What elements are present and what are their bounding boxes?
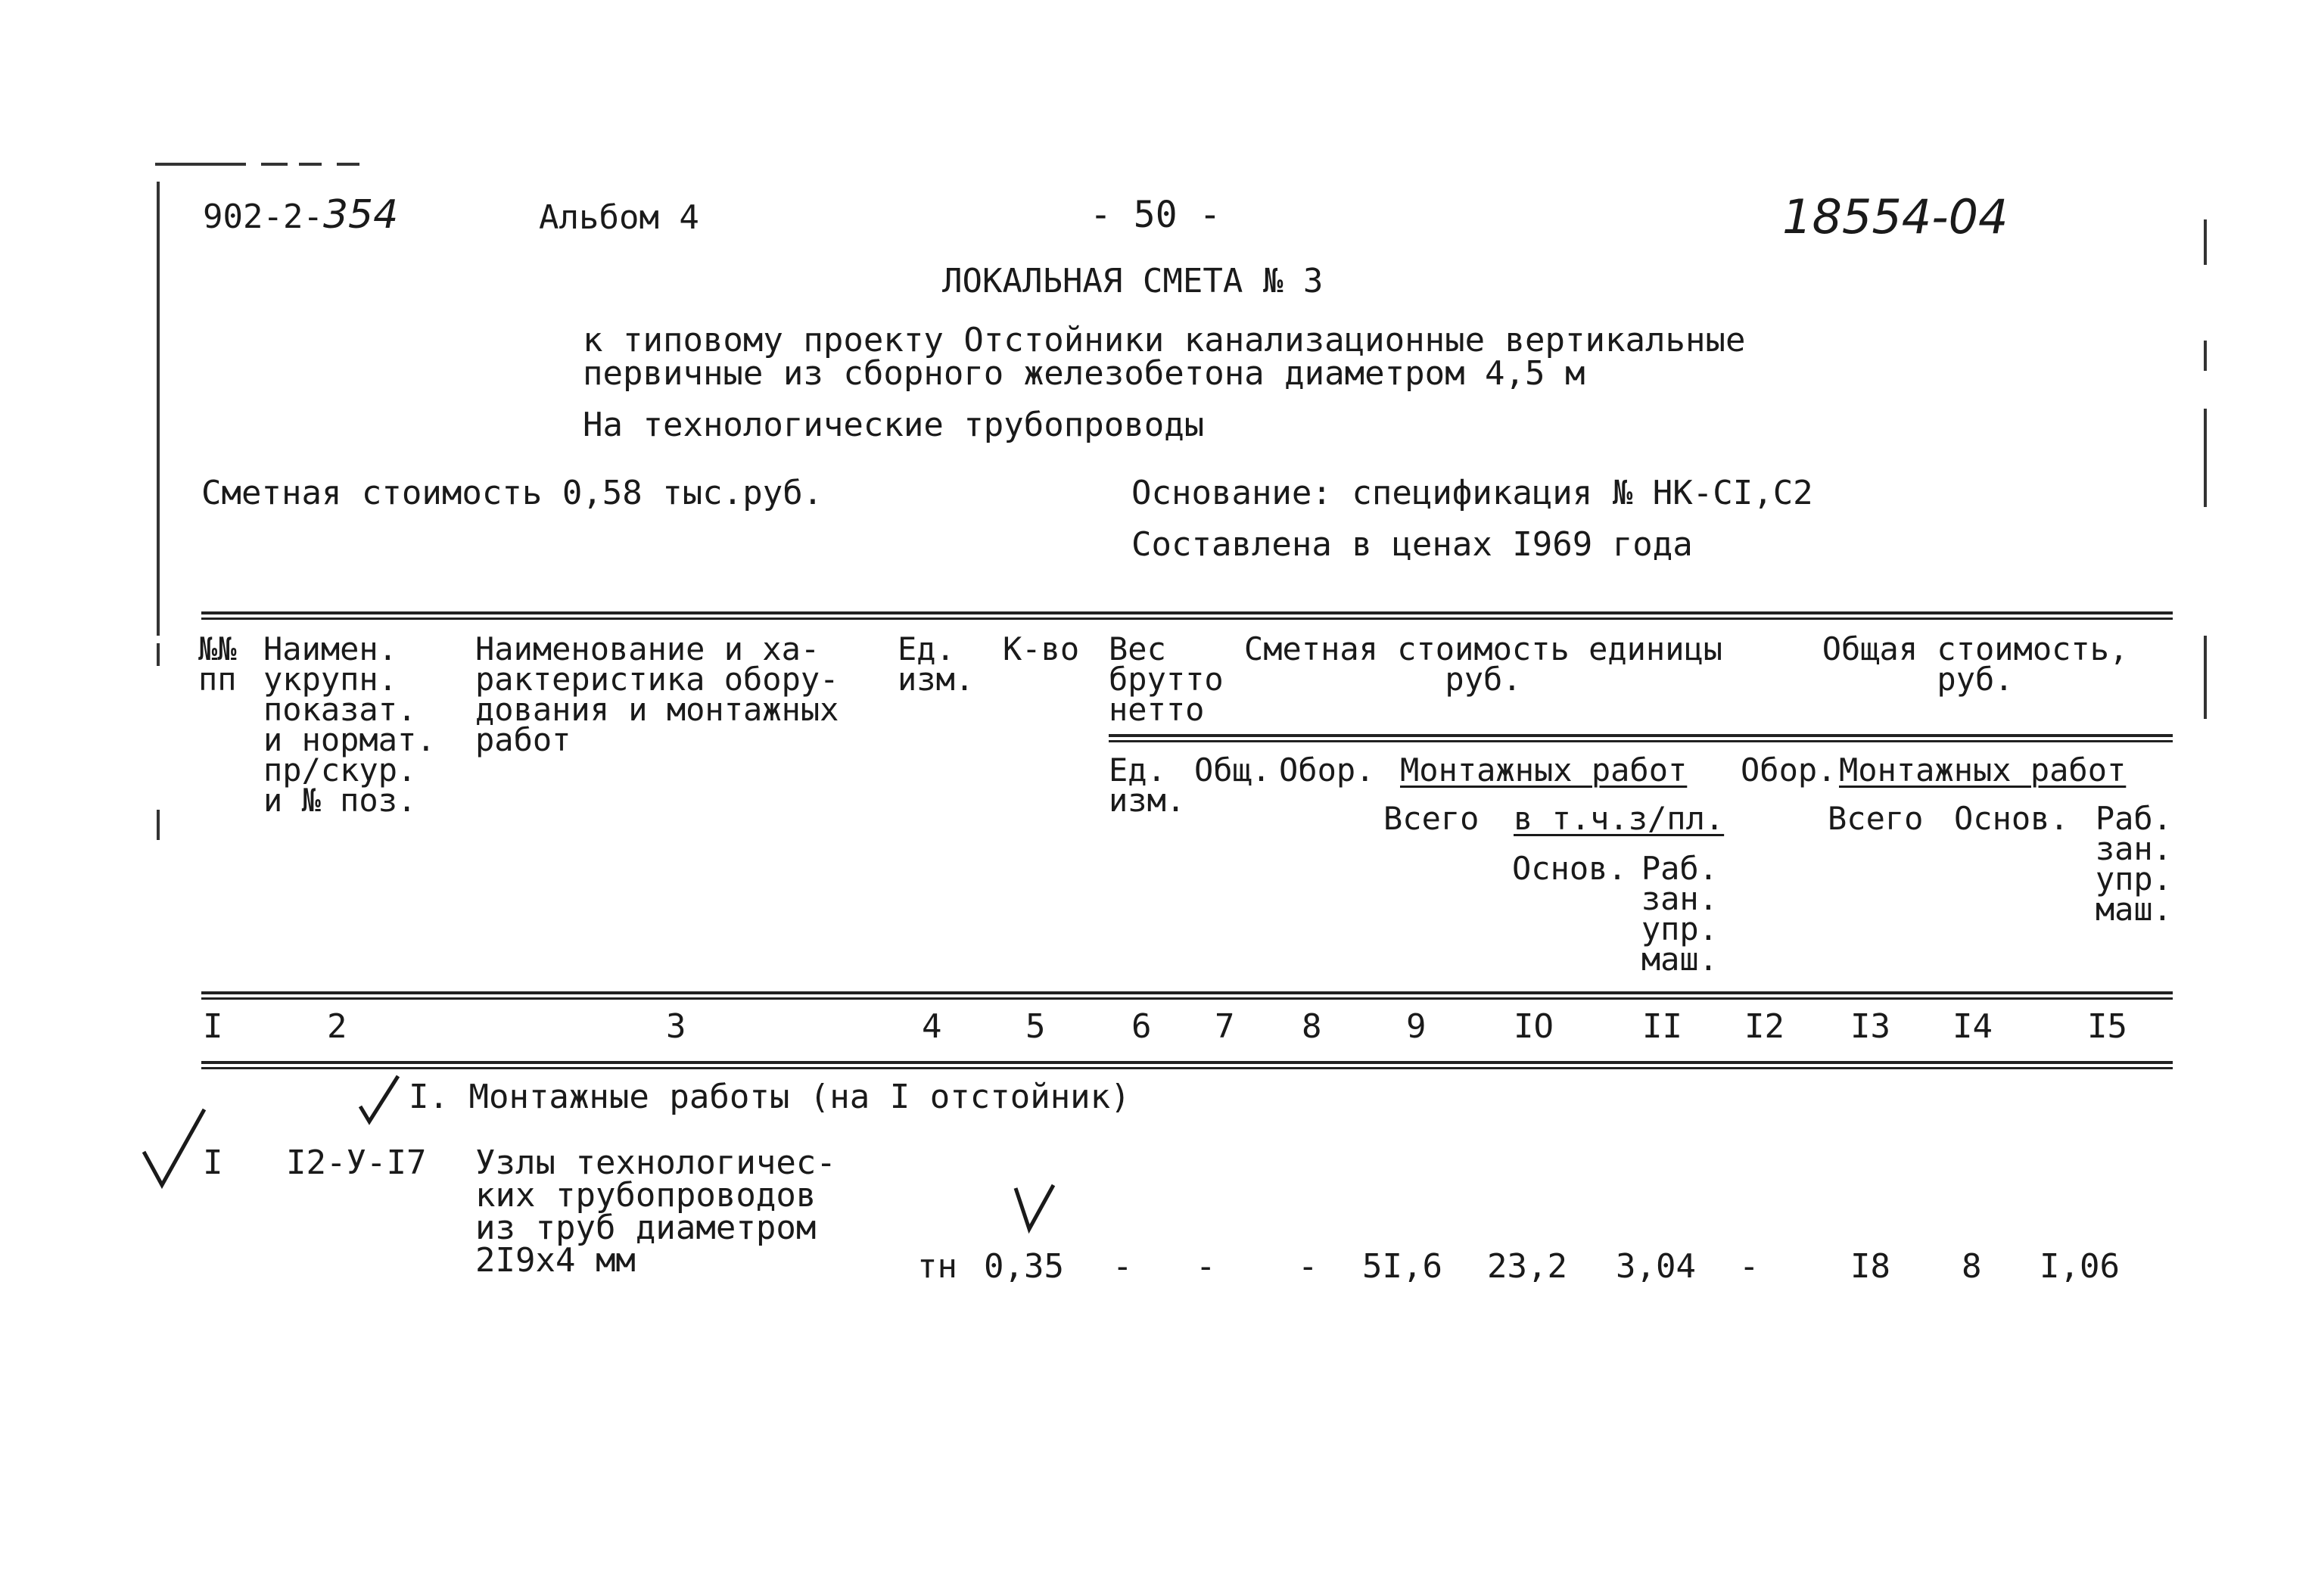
colnum-14: I4 [1953, 1007, 1993, 1046]
row-c13: I8 [1850, 1247, 1890, 1286]
corner-mark [155, 155, 382, 160]
header-ed-izm: Ед. изм. [1109, 751, 1186, 819]
header-total-cost: Общая стоимость, руб. [1822, 630, 2129, 698]
row-c8: - [1298, 1247, 1318, 1286]
colnum-10: IO [1514, 1007, 1554, 1046]
header-unit-cost: Сметная стоимость единицы руб. [1243, 630, 1723, 698]
doc-code-printed: 902-2- [203, 198, 323, 236]
header-rab-total: Раб. зан. упр. маш. [2095, 800, 2172, 928]
right-margin-tick [2204, 219, 2207, 265]
row-c6: - [1112, 1247, 1133, 1286]
checkmark-icon [1013, 1182, 1058, 1235]
row-c7: - [1196, 1247, 1216, 1286]
row-c15: I,06 [2040, 1247, 2120, 1286]
header-col-code: Наимен. укрупн. показат. и нормат. пр/скур. и № поз. [263, 630, 436, 819]
row-qty: 0,35 [984, 1247, 1064, 1286]
colnum-bottom-rule [201, 1061, 2173, 1064]
row-c10: 23,2 [1487, 1247, 1567, 1286]
right-margin-tick [2204, 636, 2207, 719]
subheader-rule [1109, 734, 2173, 737]
estimate-prices: Составлена в ценах I969 года [1131, 525, 1693, 564]
estimate-basis: Основание: спецификация № НК-CI,C2 [1131, 474, 1813, 512]
header-col-qty: К-во [1003, 630, 1080, 667]
colnum-4: 4 [922, 1007, 942, 1046]
archive-number: 18554-04 [1782, 189, 2009, 244]
colnum-3: 3 [666, 1007, 686, 1046]
header-obor-total: Обор. [1741, 751, 1837, 789]
colnum-13: I3 [1850, 1007, 1890, 1046]
estimate-cost: Сметная стоимость 0,58 тыс.руб. [201, 474, 823, 512]
table-top-rule-2 [201, 618, 2173, 620]
section-title: I. Монтажные работы (на I отстойник) [409, 1078, 1131, 1116]
header-col-name: Наименование и ха- рактеристика обору- дования и монтажных работ [475, 630, 839, 758]
table-top-rule [201, 611, 2173, 614]
right-margin-tick [2204, 409, 2207, 507]
colnum-1: I [203, 1007, 223, 1046]
row-c14: 8 [1962, 1247, 1982, 1286]
colnum-6: 6 [1131, 1007, 1152, 1046]
right-margin-tick [2204, 341, 2207, 371]
header-col-weight: Вес брутто нетто [1109, 630, 1224, 728]
project-line-1: к типовому проекту Отстойники канализационные вертикальные [583, 321, 1746, 359]
colnum-11: II [1642, 1007, 1682, 1046]
header-col-num: №№ пп [198, 630, 237, 698]
checkmark-icon [141, 1106, 209, 1190]
colnum-2: 2 [327, 1007, 347, 1046]
header-vsego-total: Всего [1828, 800, 1924, 837]
checkmark-icon [357, 1073, 403, 1126]
header-obsh: Общ. [1194, 751, 1271, 789]
colnum-7: 7 [1215, 1007, 1235, 1046]
estimate-subject: На технологические трубопроводы [583, 406, 1205, 444]
row-name: Узлы технологичес- ких трубопроводов из труб диаметром 2I9x4 мм [475, 1143, 836, 1280]
header-vtch: в т.ч.з/пл. [1514, 800, 1725, 837]
row-unit: тн [917, 1247, 957, 1286]
colnum-15: I5 [2087, 1007, 2127, 1046]
colnum-bottom-rule-2 [201, 1067, 2173, 1069]
page-number: - 50 - [1090, 194, 1221, 236]
header-bottom-rule [201, 991, 2173, 994]
left-margin-line [157, 182, 160, 636]
colnum-5: 5 [1025, 1007, 1046, 1046]
row-code: I2-У-I7 [286, 1143, 427, 1182]
estimate-title: ЛОКАЛЬНАЯ СМЕТА № 3 [942, 262, 1324, 300]
row-c9: 5I,6 [1362, 1247, 1442, 1286]
header-vsego-unit: Всего [1383, 800, 1480, 837]
row-num: I [203, 1143, 223, 1182]
header-col-unit: Ед. изм. [898, 630, 975, 698]
colnum-12: I2 [1744, 1007, 1784, 1046]
colnum-8: 8 [1302, 1007, 1322, 1046]
header-obor-unit: Обор. [1279, 751, 1375, 789]
header-montazh-total: Монтажных работ [1839, 751, 2127, 789]
project-line-2: первичные из сборного железобетона диаметром 4,5 м [583, 354, 1585, 393]
album-label: Альбом 4 [539, 198, 699, 237]
header-rab-unit: Раб. зан. упр. маш. [1641, 850, 1718, 978]
doc-code-handwritten: 354 [322, 192, 399, 238]
colnum-9: 9 [1406, 1007, 1427, 1046]
row-c11: 3,04 [1616, 1247, 1696, 1286]
header-osnov-unit: Основ. [1512, 850, 1627, 887]
left-margin-tick [157, 810, 160, 840]
left-margin-tick [157, 643, 160, 666]
header-osnov-total: Основ. [1954, 800, 2069, 837]
header-bottom-rule-2 [201, 997, 2173, 1000]
corner-dash-icon [155, 162, 382, 166]
row-c12: - [1739, 1247, 1760, 1286]
doc-code [203, 192, 399, 238]
subheader-rule-2 [1109, 740, 2173, 742]
header-montazh-unit: Монтажных работ [1400, 751, 1688, 789]
